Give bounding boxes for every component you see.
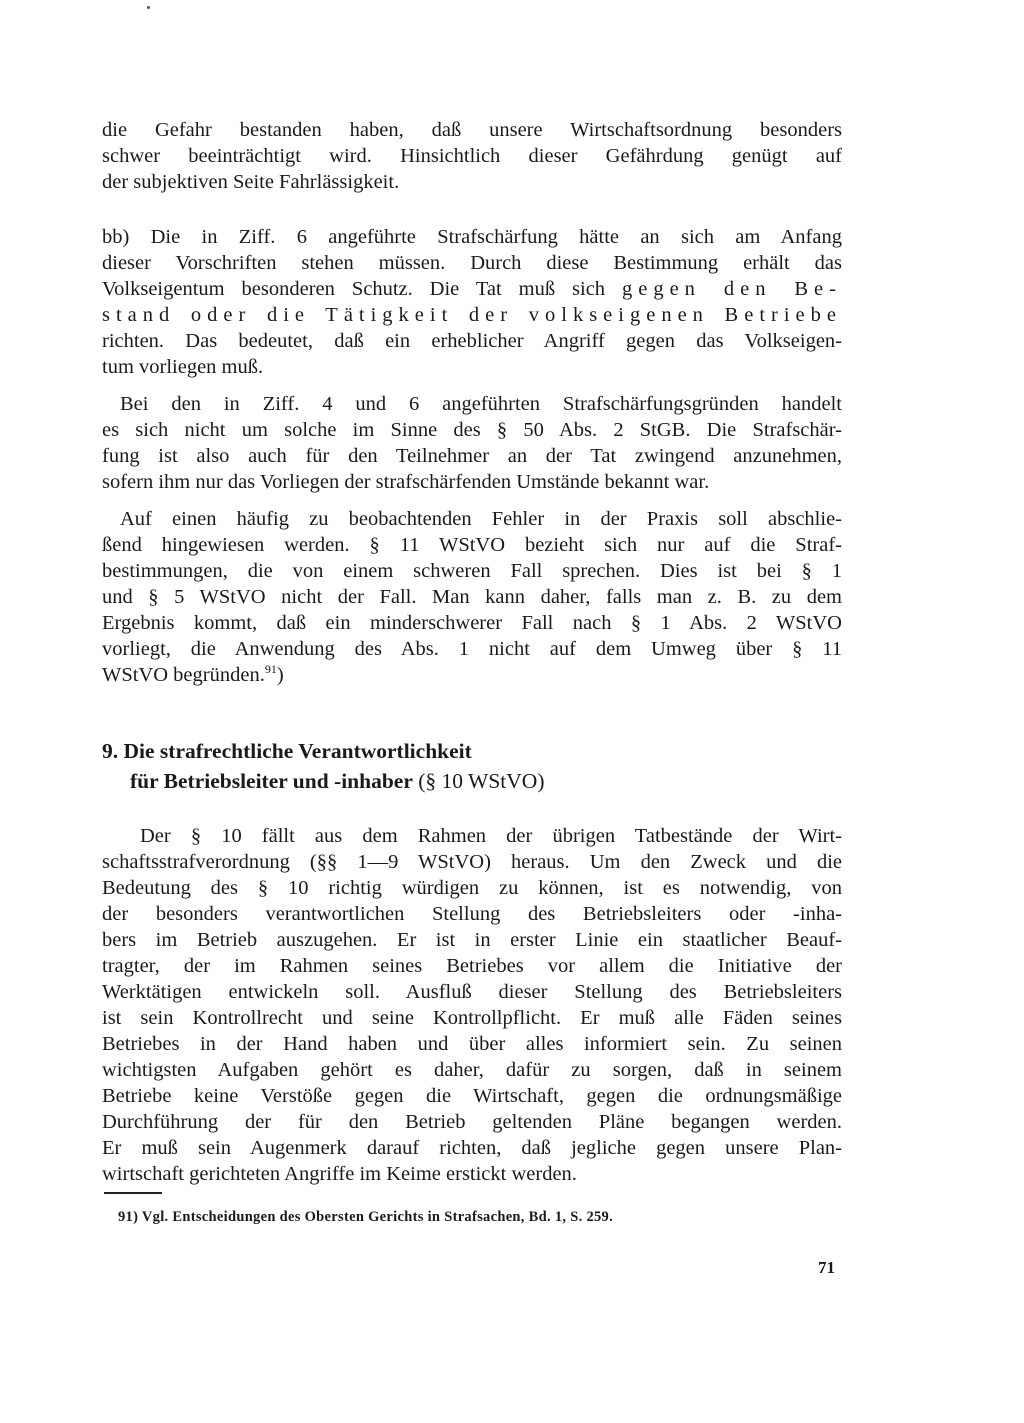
text-line: Er muß sein Augenmerk darauf richten, daß jegliche gegen unsere Plan-	[102, 1137, 842, 1159]
text-line: bers im Betrieb auszugehen. Er ist in erster Linie ein staatlicher Beauf-	[102, 929, 842, 951]
heading-line-1: 9. Die strafrechtliche Verantwortlichkeit	[102, 739, 472, 763]
heading-reference: (§ 10 WStVO)	[412, 769, 545, 793]
paragraph-praxis	[102, 506, 842, 688]
text-line: wichtigsten Aufgaben gehört es daher, dafür zu sorgen, daß in seinem	[102, 1059, 842, 1081]
text-line: der besonders verantwortlichen Stellung des Betriebsleiters oder -inha-	[102, 903, 842, 925]
footnote: 91) Vgl. Entscheidungen des Obersten Gerichts in Strafsachen, Bd. 1, S. 259.	[118, 1209, 614, 1225]
text-line: vorliegt, die Anwendung des Abs. 1 nicht auf dem Umweg über § 11	[102, 638, 842, 660]
text-span: )	[276, 664, 284, 686]
text-line: Auf einen häufig zu beobachtenden Fehler in der Praxis soll abschlie-	[120, 508, 842, 530]
text-line: Bei den in Ziff. 4 und 6 angeführten Strafschärfungsgründen handelt	[120, 393, 842, 415]
footnote-divider	[104, 1192, 162, 1194]
section-heading	[102, 736, 862, 796]
text-line: Betriebe keine Verstöße gegen die Wirtschaft, gegen die ordnungsmäßige	[102, 1085, 842, 1107]
page-number: 71	[818, 1258, 835, 1277]
text-line: ßend hingewiesen werden. § 11 WStVO bezieht sich nur auf die Straf-	[102, 534, 842, 556]
footnote-marker: 91	[264, 662, 277, 676]
emphasis-spaced-line: stand oder die Tätigkeit der volkseigenen Betriebe	[102, 304, 842, 326]
text-line: und § 5 WStVO nicht der Fall. Man kann daher, falls man z. B. zu dem	[102, 586, 842, 608]
heading-line-2: für Betriebsleiter und -inhaber	[130, 769, 413, 793]
text-line: schwer beeinträchtigt wird. Hinsichtlich dieser Gefährdung genügt auf	[102, 145, 842, 167]
text-line: tragter, der im Rahmen seines Betriebes vor allem die Initiative der	[102, 955, 842, 977]
text-line: ist sein Kontrollrecht und seine Kontrollpflicht. Er muß alle Fäden seines	[102, 1007, 842, 1029]
text-line: Betriebes in der Hand haben und über alles informiert sein. Zu seinen	[102, 1033, 842, 1055]
paragraph-bb	[102, 224, 842, 380]
text-line: bestimmungen, die von einem schweren Fall sprechen. Dies ist bei § 1	[102, 560, 842, 582]
text-span: Volkseigentum besonderen Schutz. Die Tat muß sich	[102, 278, 622, 300]
text-line: es sich nicht um solche im Sinne des § 50 Abs. 2 StGB. Die Strafschär-	[102, 419, 842, 441]
paragraph-section-9	[102, 823, 842, 1187]
text-line: schaftsstrafverordnung (§§ 1—9 WStVO) heraus. Um den Zweck und die	[102, 851, 842, 873]
text-line: fung ist also auch für den Teilnehmer an der Tat zwingend anzunehmen,	[102, 445, 842, 467]
text-line: tum vorliegen muß.	[102, 356, 264, 378]
text-line: Der § 10 fällt aus dem Rahmen der übrigen Tatbestände der Wirt-	[140, 825, 842, 847]
text-line: wirtschaft gerichteten Angriffe im Keime erstickt werden.	[102, 1163, 577, 1185]
text-line: Bedeutung des § 10 richtig würdigen zu können, ist es notwendig, von	[102, 877, 842, 899]
text-line	[102, 662, 842, 688]
paragraph-continuation	[102, 117, 842, 195]
text-line: bb) Die in Ziff. 6 angeführte Strafschärfung hätte an sich am Anfang	[102, 226, 842, 248]
text-line: Werktätigen entwickeln soll. Ausfluß dieser Stellung des Betriebsleiters	[102, 981, 842, 1003]
text-line: richten. Das bedeutet, daß ein erheblicher Angriff gegen das Volkseigen-	[102, 330, 842, 352]
text-line: der subjektiven Seite Fahrlässigkeit.	[102, 171, 400, 193]
print-speck	[147, 6, 150, 9]
text-line: sofern ihm nur das Vorliegen der strafschärfenden Umstände bekannt war.	[102, 471, 710, 493]
paragraph-strafschaerfung	[102, 391, 842, 495]
text-span: WStVO begründen.	[102, 664, 265, 686]
text-line: die Gefahr bestanden haben, daß unsere Wirtschaftsordnung besonders	[102, 119, 842, 141]
text-line: Durchführung der für den Betrieb geltenden Pläne begangen werden.	[102, 1111, 842, 1133]
text-line	[102, 276, 842, 302]
text-line: Ergebnis kommt, daß ein minderschwerer Fall nach § 1 Abs. 2 WStVO	[102, 612, 842, 634]
text-line: dieser Vorschriften stehen müssen. Durch diese Bestimmung erhält das	[102, 252, 842, 274]
emphasis-spaced: gegen den Be-	[621, 278, 842, 300]
